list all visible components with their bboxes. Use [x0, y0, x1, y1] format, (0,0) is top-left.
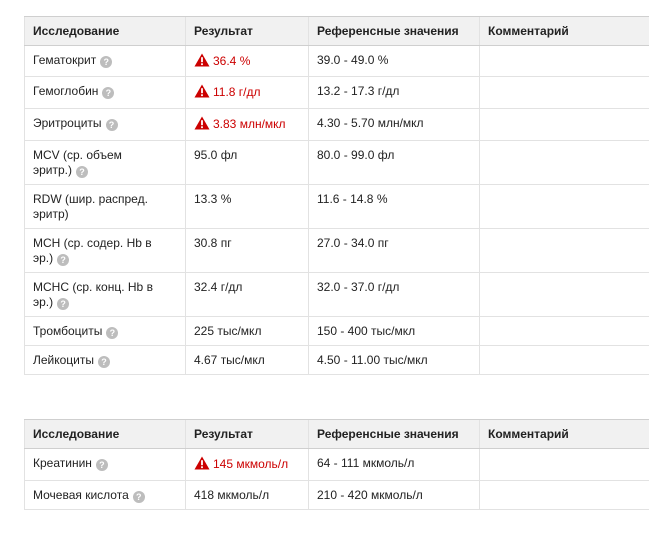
table-row	[25, 46, 649, 77]
result-value: 11.8 г/дл	[213, 85, 261, 99]
question-circle-icon[interactable]: ?	[106, 119, 118, 131]
test-name-line2: эр.)	[33, 251, 54, 265]
test-name-line1: MCHC (ср. конц. Hb в	[33, 280, 153, 294]
table-header-row	[25, 420, 649, 449]
question-circle-icon[interactable]: ?	[102, 87, 114, 99]
warning-triangle-icon	[194, 53, 210, 67]
table-row	[25, 185, 649, 229]
test-name-cell	[25, 273, 186, 317]
result-cell: 95.0 фл	[186, 141, 309, 185]
comment-cell	[480, 317, 649, 346]
test-name-cell	[25, 77, 186, 109]
comment-cell	[480, 273, 649, 317]
reference-cell: 210 - 420 мкмоль/л	[309, 481, 480, 510]
reference-cell: 32.0 - 37.0 г/дл	[309, 273, 480, 317]
warning-triangle-icon	[194, 456, 210, 470]
test-name: Гемоглобин	[33, 84, 99, 98]
result-cell: 225 тыс/мкл	[186, 317, 309, 346]
test-name: Лейкоциты	[33, 353, 95, 367]
test-name-line2: эритр)	[33, 207, 69, 221]
header-test: Исследование	[25, 17, 186, 46]
test-name-line1: RDW (шир. распред.	[33, 192, 148, 206]
test-name-cell	[25, 449, 186, 481]
test-name-line2: эр.)	[33, 295, 54, 309]
test-name-cell	[25, 317, 186, 346]
header-result: Результат	[186, 420, 309, 449]
test-name-line1: MCV (ср. объем	[33, 148, 122, 162]
result-cell: 30.8 пг	[186, 229, 309, 273]
question-circle-icon[interactable]: ?	[57, 254, 69, 266]
reference-cell: 150 - 400 тыс/мкл	[309, 317, 480, 346]
table-row	[25, 77, 649, 109]
comment-cell	[480, 77, 649, 109]
comment-cell	[480, 141, 649, 185]
result-value: 36.4 %	[213, 54, 251, 68]
comment-cell	[480, 346, 649, 375]
test-name: Эритроциты	[33, 116, 102, 130]
question-circle-icon[interactable]: ?	[98, 356, 110, 368]
question-circle-icon[interactable]: ?	[106, 327, 118, 339]
result-cell: 4.67 тыс/мкл	[186, 346, 309, 375]
result-cell	[186, 77, 309, 109]
table-row	[25, 109, 649, 141]
test-name: Мочевая кислота	[33, 488, 129, 502]
header-test: Исследование	[25, 420, 186, 449]
test-name-cell	[25, 185, 186, 229]
test-name-cell	[25, 109, 186, 141]
result-cell: 32.4 г/дл	[186, 273, 309, 317]
table-row	[25, 481, 649, 510]
table-row	[25, 229, 649, 273]
header-reference: Референсные значения	[309, 17, 480, 46]
test-name-line2: эритр.)	[33, 163, 72, 177]
result-cell: 418 мкмоль/л	[186, 481, 309, 510]
warning-triangle-icon	[194, 84, 210, 98]
comment-cell	[480, 481, 649, 510]
test-name-line1: MCH (ср. содер. Hb в	[33, 236, 152, 250]
test-name-cell	[25, 346, 186, 375]
header-comment: Комментарий	[480, 17, 649, 46]
result-cell	[186, 46, 309, 77]
test-name-cell	[25, 141, 186, 185]
header-result: Результат	[186, 17, 309, 46]
reference-cell: 13.2 - 17.3 г/дл	[309, 77, 480, 109]
table-row	[25, 346, 649, 375]
table-row	[25, 273, 649, 317]
comment-cell	[480, 229, 649, 273]
test-name-cell	[25, 481, 186, 510]
comment-cell	[480, 46, 649, 77]
reference-cell: 80.0 - 99.0 фл	[309, 141, 480, 185]
cbc-results-table	[24, 16, 649, 375]
comment-cell	[480, 185, 649, 229]
result-cell	[186, 449, 309, 481]
result-cell	[186, 109, 309, 141]
test-name: Гематокрит	[33, 53, 97, 67]
biochem-results-table	[24, 419, 649, 510]
reference-cell: 64 - 111 мкмоль/л	[309, 449, 480, 481]
reference-cell: 11.6 - 14.8 %	[309, 185, 480, 229]
header-comment: Комментарий	[480, 420, 649, 449]
header-reference: Референсные значения	[309, 420, 480, 449]
test-name-cell	[25, 46, 186, 77]
warning-triangle-icon	[194, 116, 210, 130]
test-name: Тромбоциты	[33, 324, 103, 338]
question-circle-icon[interactable]: ?	[133, 491, 145, 503]
reference-cell: 4.50 - 11.00 тыс/мкл	[309, 346, 480, 375]
table-row	[25, 317, 649, 346]
reference-cell: 27.0 - 34.0 пг	[309, 229, 480, 273]
result-value: 3.83 млн/мкл	[213, 117, 286, 131]
question-circle-icon[interactable]: ?	[57, 298, 69, 310]
table-row	[25, 141, 649, 185]
question-circle-icon[interactable]: ?	[76, 166, 88, 178]
test-name-cell	[25, 229, 186, 273]
test-name: Креатинин	[33, 456, 92, 470]
comment-cell	[480, 109, 649, 141]
table-header-row	[25, 17, 649, 46]
result-value: 145 мкмоль/л	[213, 457, 289, 471]
comment-cell	[480, 449, 649, 481]
reference-cell: 39.0 - 49.0 %	[309, 46, 480, 77]
result-cell: 13.3 %	[186, 185, 309, 229]
table-row	[25, 449, 649, 481]
reference-cell: 4.30 - 5.70 млн/мкл	[309, 109, 480, 141]
question-circle-icon[interactable]: ?	[96, 459, 108, 471]
question-circle-icon[interactable]: ?	[100, 56, 112, 68]
